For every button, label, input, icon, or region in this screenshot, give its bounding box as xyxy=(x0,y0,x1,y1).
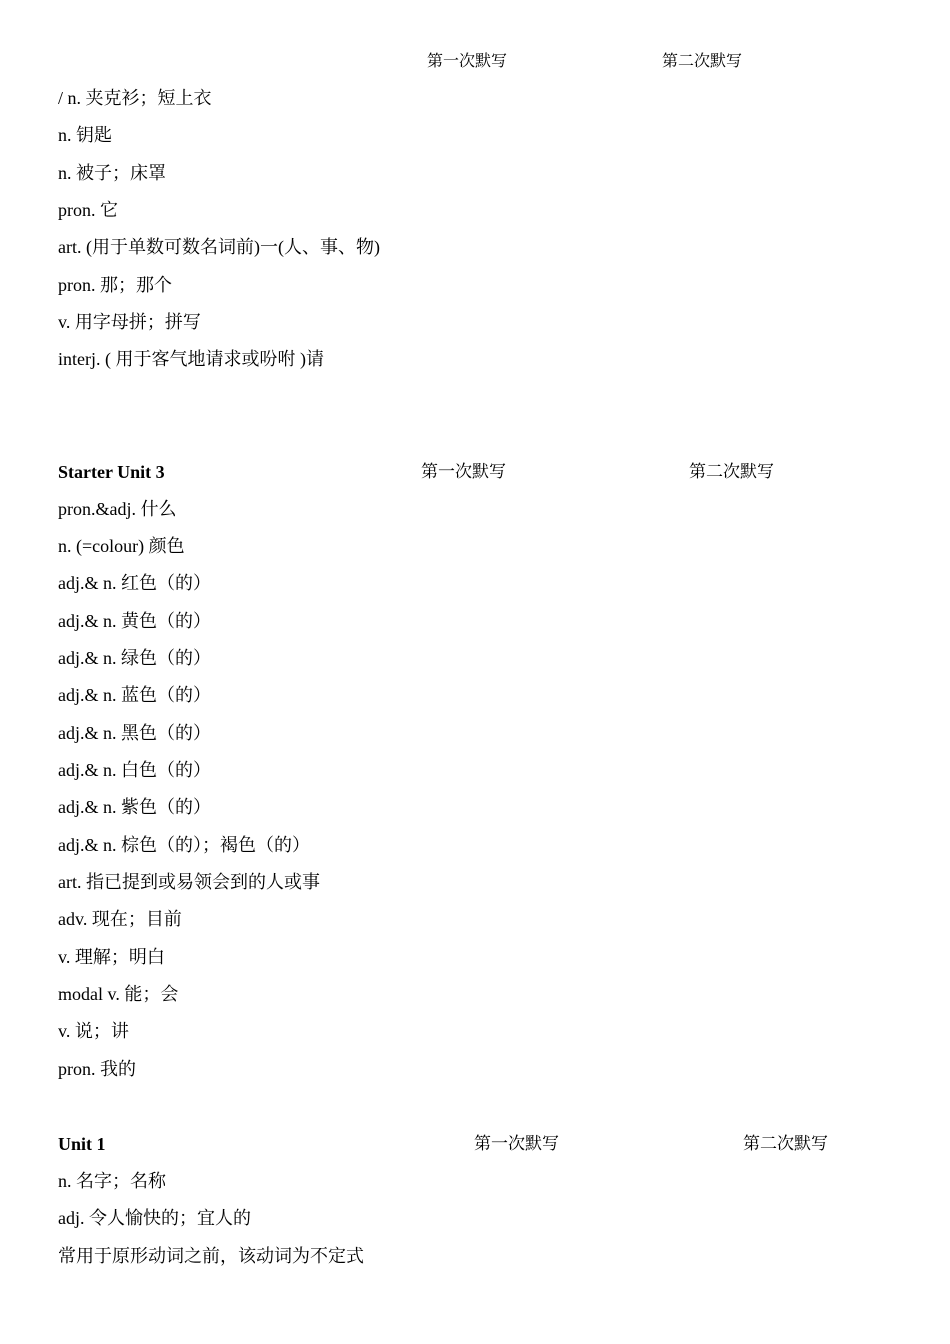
vocab-row: adj.& n. 红色（的） xyxy=(58,573,211,593)
vocab-row: pron. 我的 xyxy=(58,1059,136,1079)
vocab-row: adj.& n. 棕色（的）；褐色（的） xyxy=(58,835,310,855)
vocab-row: interj. ( 用于客气地请求或吩咐 )请 xyxy=(58,349,324,369)
vocab-row: pron.&adj. 什么 xyxy=(58,499,177,519)
vocab-row: adj. 令人愉快的；宜人的 xyxy=(58,1208,251,1228)
vocab-row: n. 名字；名称 xyxy=(58,1171,166,1191)
vocab-row: pron. 那；那个 xyxy=(58,275,172,295)
second-dictation-header: 第二次默写 xyxy=(689,462,774,481)
vocab-row: adj.& n. 蓝色（的） xyxy=(58,685,211,705)
vocab-row: v. 说；讲 xyxy=(58,1021,129,1041)
first-dictation-header: 第一次默写 xyxy=(427,53,508,70)
vocab-row: adj.& n. 白色（的） xyxy=(58,760,211,780)
vocab-row: / n. 夹克衫；短上衣 xyxy=(58,88,212,108)
first-dictation-header: 第一次默写 xyxy=(421,462,506,481)
second-dictation-header: 第二次默写 xyxy=(743,1134,828,1153)
vocab-row: n. 被子；床罩 xyxy=(58,163,166,183)
vocab-row: adj.& n. 黄色（的） xyxy=(58,611,211,631)
vocab-row: n. (=colour) 颜色 xyxy=(58,536,185,556)
vocab-row: adj.& n. 紫色（的） xyxy=(58,797,211,817)
section-title: Starter Unit 3 xyxy=(58,462,165,482)
first-dictation-header: 第一次默写 xyxy=(474,1134,559,1153)
vocab-row: 常用于原形动词之前，该动词为不定式 xyxy=(58,1246,364,1266)
vocab-row: v. 用字母拼；拼写 xyxy=(58,312,201,332)
vocab-row: adj.& n. 绿色（的） xyxy=(58,648,211,668)
vocab-row: n. 钥匙 xyxy=(58,125,112,145)
section-title: Unit 1 xyxy=(58,1134,106,1154)
vocab-row: modal v. 能；会 xyxy=(58,984,179,1004)
vocab-row: adj.& n. 黑色（的） xyxy=(58,723,211,743)
vocab-row: art. 指已提到或易领会到的人或事 xyxy=(58,872,320,892)
vocab-row: adv. 现在；目前 xyxy=(58,909,182,929)
second-dictation-header: 第二次默写 xyxy=(662,53,743,70)
vocab-row: pron. 它 xyxy=(58,200,118,220)
vocab-row: art. (用于单数可数名词前)一(人、事、物) xyxy=(58,237,380,257)
vocab-row: v. 理解；明白 xyxy=(58,947,165,967)
